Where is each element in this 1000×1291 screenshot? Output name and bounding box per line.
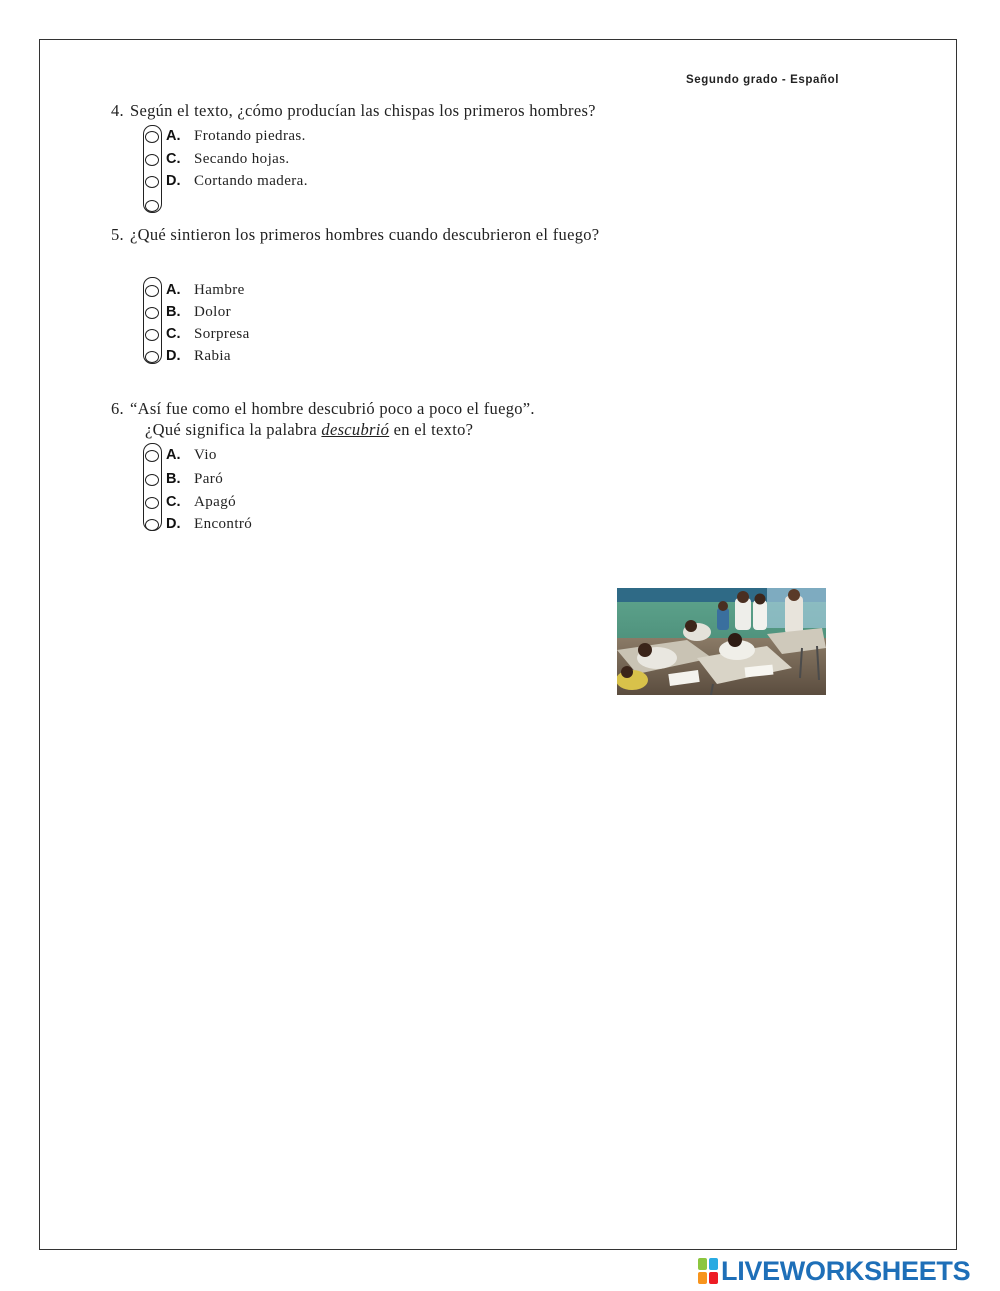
question-6-prompt [145, 420, 473, 440]
question-number: 6. [111, 399, 124, 418]
option-text: Frotando piedras. [194, 128, 306, 144]
radio-bubble[interactable] [145, 154, 159, 166]
option-text: Dolor [194, 304, 231, 320]
liveworksheets-logo-icon [698, 1258, 718, 1284]
option-letter: C. [166, 151, 181, 167]
liveworksheets-logo [698, 1257, 970, 1285]
radio-bubble[interactable] [145, 351, 159, 363]
option-text: Encontró [194, 516, 253, 532]
option-letter: A. [166, 128, 181, 144]
option-letter: C. [166, 326, 181, 342]
classroom-photo-image [617, 588, 826, 695]
option-letter: D. [166, 516, 181, 532]
option-letter: A. [166, 447, 181, 463]
radio-bubble[interactable] [145, 307, 159, 319]
option-text: Apagó [194, 494, 236, 510]
question-number: 5. [111, 225, 124, 244]
question-text: ¿Qué sintieron los primeros hombres cuando descubrieron el fuego? [129, 225, 600, 244]
question-text: Según el texto, ¿cómo producían las chispas los primeros hombres? [129, 101, 596, 120]
option-text: Cortando madera. [194, 173, 308, 189]
radio-bubble[interactable] [145, 450, 159, 462]
radio-bubble[interactable] [145, 497, 159, 509]
option-text: Hambre [194, 282, 245, 298]
question-number: 4. [111, 101, 124, 120]
radio-bubble[interactable] [145, 519, 159, 531]
option-text: Vio [194, 447, 217, 463]
question-keyword: descubrió [321, 420, 390, 439]
question-quote: “Así fue como el hombre descubrió poco a poco el fuego”. [129, 399, 535, 418]
option-letter: D. [166, 348, 181, 364]
option-text: Secando hojas. [194, 151, 290, 167]
classroom-photo [617, 588, 826, 695]
question-text-after: en el texto? [393, 420, 474, 439]
radio-bubble[interactable] [145, 285, 159, 297]
radio-bubble[interactable] [145, 200, 159, 212]
question-5 [111, 225, 599, 245]
option-letter: C. [166, 494, 181, 510]
radio-bubble[interactable] [145, 131, 159, 143]
option-letter: B. [166, 304, 181, 320]
option-letter: B. [166, 471, 181, 487]
radio-bubble[interactable] [145, 176, 159, 188]
option-text: Rabia [194, 348, 231, 364]
option-text: Sorpresa [194, 326, 250, 342]
radio-bubble[interactable] [145, 329, 159, 341]
page-header-subject: Segundo grado - Español [686, 74, 840, 86]
option-letter: A. [166, 282, 181, 298]
option-text: Paró [194, 471, 224, 487]
question-text-before: ¿Qué significa la palabra [145, 420, 317, 439]
liveworksheets-logo-text: LIVEWORKSHEETS [721, 1255, 971, 1286]
radio-bubble[interactable] [145, 474, 159, 486]
option-letter: D. [166, 173, 181, 189]
question-6 [111, 399, 535, 419]
question-4 [111, 101, 596, 121]
